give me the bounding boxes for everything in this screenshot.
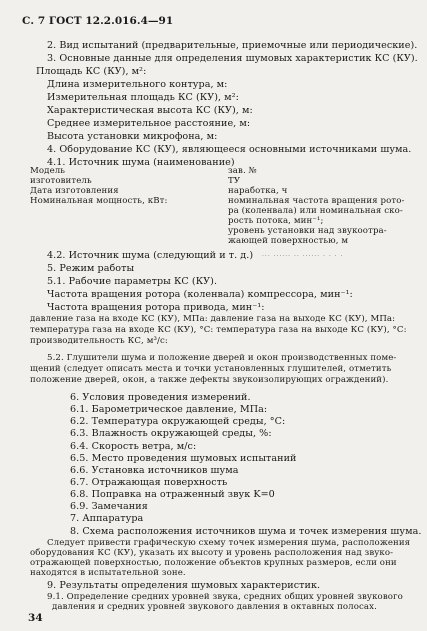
- text-line: 6.9. Замечания: [70, 501, 148, 513]
- text-line: 2. Вид испытаний (предварительные, приемочные или периодические).: [47, 40, 418, 51]
- form-label: зав. №: [228, 166, 257, 176]
- page-number: 34: [28, 612, 43, 624]
- text-line: 4.1. Источник шума (наименование): [47, 157, 235, 168]
- text-line: Частота вращения ротора (коленвала) компрессора, мин⁻¹:: [47, 289, 353, 300]
- text-line: 6.3. Влажность окружающей среды, %:: [70, 428, 272, 440]
- form-label: изготовитель: [30, 176, 92, 186]
- text-line: 4.2. Источник шума (следующий и т. д.): [47, 250, 254, 261]
- text-line: давление газа на входе КС (КУ), МПа: давление газа на выходе КС (КУ), МПа:: [30, 314, 396, 324]
- text-line: производительность КС, м³/с:: [30, 336, 168, 346]
- text-line: 6.7. Отражающая поверхность: [70, 476, 228, 488]
- form-label: уровень установки над звукоотра-: [228, 226, 387, 236]
- text-line: 7. Аппаратура: [70, 513, 144, 525]
- form-label: Дата изготовления: [30, 186, 119, 196]
- text-line: 6.1. Барометрическое давление, МПа:: [70, 404, 268, 416]
- text-line: 5.1. Рабочие параметры КС (КУ).: [47, 276, 218, 287]
- faint-mark: ··· ······ ·· ······ · · · ·: [262, 253, 344, 260]
- text-line: Высота установки микрофона, м:: [47, 131, 218, 142]
- text-line: Измерительная площадь КС (КУ), м²:: [47, 92, 239, 103]
- text-line: Длина измерительного контура, м:: [47, 79, 228, 90]
- form-label: жающей поверхностью, м: [228, 236, 349, 246]
- form-label: рость потока, мин⁻¹;: [228, 216, 324, 226]
- text-line: 6.4. Скорость ветра, м/с:: [70, 440, 197, 452]
- text-line: Характеристическая высота КС (КУ), м:: [47, 105, 253, 116]
- text-line: отражающей поверхностью, положение объектов крупных размеров, если они: [30, 558, 397, 569]
- text-line: Площадь КС (КУ), м²:: [36, 66, 147, 77]
- text-line: 4. Оборудование КС (КУ), являющееся основными источниками шума.: [47, 144, 412, 155]
- text-line: 5. Режим работы: [47, 263, 135, 274]
- text-line: 8. Схема расположения источников шума и точек измерения шума.: [70, 525, 422, 537]
- text-line: 6. Условия проведения измерений.: [70, 392, 251, 403]
- form-label: номинальная частота вращения рото-: [228, 196, 405, 206]
- text-line: оборудования КС (КУ), указать их высоту и уровень расположения над звуко-: [30, 547, 394, 558]
- text-line: температура газа на входе КС (КУ), °С: температура газа на выходе КС (КУ), °С:: [30, 325, 407, 335]
- text-line: положение дверей, окон, а также дефекты звукоизолирующих ограждений).: [30, 375, 389, 385]
- text-line: 5.2. Глушители шума и положение дверей и окон производственных поме-: [47, 353, 397, 363]
- form-label: Модель: [30, 166, 66, 176]
- text-line: 6.2. Температура окружающей среды, °С:: [70, 416, 286, 428]
- text-line: 9.1. Определение средних уровней звука, средних общих уровней звукового: [47, 591, 403, 602]
- page-header: С. 7 ГОСТ 12.2.016.4—91: [22, 15, 174, 27]
- text-line: 3. Основные данные для определения шумовых характеристик КС (КУ).: [47, 53, 418, 64]
- text-line: Среднее измерительное расстояние, м:: [47, 118, 251, 129]
- text-line: 9. Результаты определения шумовых характеристик.: [47, 579, 321, 591]
- text-line: 6.5. Место проведения шумовых испытаний: [70, 452, 297, 464]
- text-line: 6.8. Поправка на отраженный звук K=0: [70, 489, 275, 501]
- form-label: наработка, ч: [228, 186, 288, 196]
- text-line: находятся в испытательной зоне.: [30, 568, 186, 579]
- text-line: Следует привести графическую схему точек измерения шума, расположения: [47, 537, 411, 548]
- text-line: давления и средних уровней звукового давления в октавных полосах.: [52, 602, 377, 612]
- form-label: Номинальная мощность, кВт:: [30, 196, 168, 206]
- text-line: Частота вращения ротора привода, мин⁻¹:: [47, 302, 265, 313]
- form-label: ТУ: [228, 176, 241, 186]
- text-line: 6.6. Установка источников шума: [70, 464, 239, 476]
- text-line: щений (следует описать места и точки установленных глушителей, отметить: [30, 364, 392, 374]
- form-label: ра (коленвала) или номинальная ско-: [228, 206, 403, 216]
